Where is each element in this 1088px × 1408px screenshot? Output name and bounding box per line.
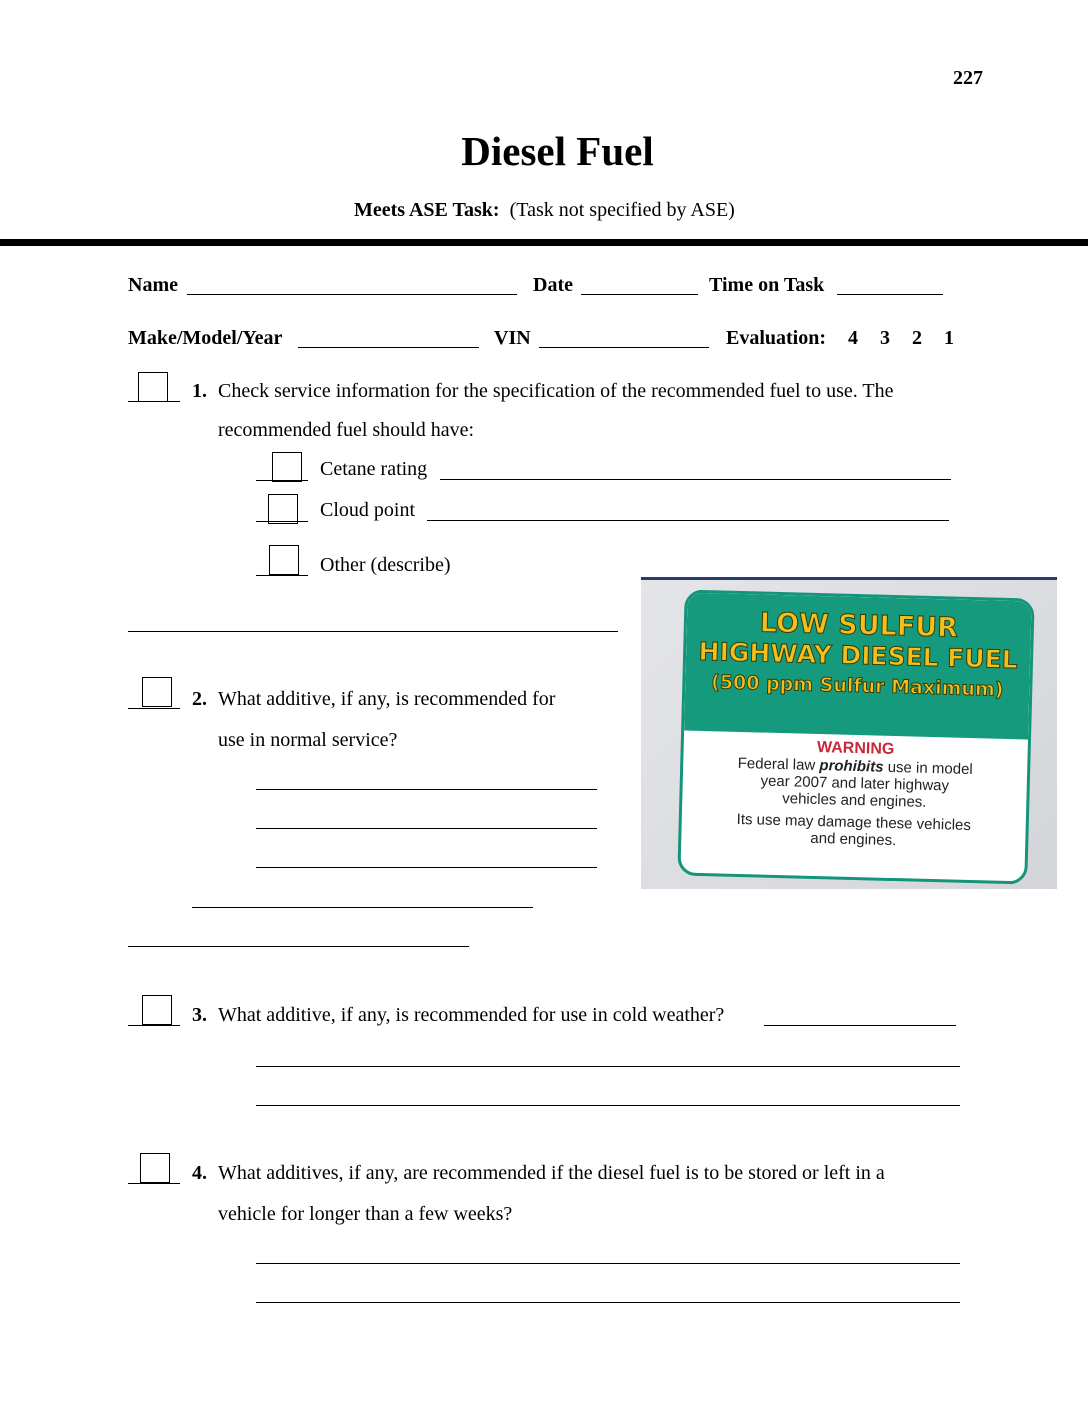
time-on-task-field[interactable] <box>837 294 943 295</box>
item-2-answer-line[interactable] <box>256 828 597 829</box>
sign-heading-2: HIGHWAY DIESEL FUEL <box>698 636 1019 675</box>
item-3-answer-line[interactable] <box>256 1066 960 1067</box>
item-4-check-line <box>128 1183 180 1184</box>
item-4-number: 4. <box>192 1162 207 1184</box>
sign-text-pre: Federal law <box>737 754 820 775</box>
sign-heading <box>684 593 1031 740</box>
sign-heading-3: (500 ppm Sulfur Maximum) <box>710 671 1004 701</box>
item-2-answer-line[interactable] <box>128 946 469 947</box>
evaluation-label: Evaluation: <box>726 327 827 349</box>
evaluation-score-3[interactable]: 3 <box>880 327 890 349</box>
cloud-point-check-line <box>256 521 308 522</box>
other-checkbox[interactable] <box>269 545 299 575</box>
make-model-year-label: Make/Model/Year <box>128 327 283 349</box>
item-4-text-2: vehicle for longer than a few weeks? <box>218 1203 513 1225</box>
fuel-sign <box>677 589 1034 884</box>
evaluation-score-1[interactable]: 1 <box>944 327 954 349</box>
item-1-number: 1. <box>192 380 207 402</box>
item-2-answer-line[interactable] <box>192 907 533 908</box>
name-field[interactable] <box>187 294 517 295</box>
item-2-text-2: use in normal service? <box>218 729 398 751</box>
evaluation-score-2[interactable]: 2 <box>912 327 922 349</box>
vin-label: VIN <box>494 327 531 349</box>
ase-task <box>354 198 735 222</box>
sign-text-line: vehicles and engines. <box>781 790 927 811</box>
date-field[interactable] <box>581 294 698 295</box>
item-2-checkbox[interactable] <box>142 677 172 707</box>
sign-warning: WARNING <box>816 738 895 759</box>
name-label: Name <box>128 274 178 296</box>
cetane-field[interactable] <box>440 479 951 480</box>
time-on-task-label: Time on Task <box>709 274 825 296</box>
sign-text-bold: prohibits <box>819 757 884 776</box>
item-3-checkbox[interactable] <box>142 995 172 1025</box>
item-3-number: 3. <box>192 1004 207 1026</box>
other-label: Other (describe) <box>320 554 451 576</box>
cetane-checkbox[interactable] <box>272 452 302 482</box>
item-1-text: Check service information for the specification of the recommended fuel to use. The <box>218 380 894 402</box>
sign-text2-line: and engines. <box>810 829 897 850</box>
item-2-text: What additive, if any, is recommended for <box>218 688 556 710</box>
other-field[interactable] <box>128 631 618 632</box>
sign-warning-text <box>681 734 1028 852</box>
item-3-text: What additive, if any, is recommended for use in cold weather? <box>218 1004 725 1026</box>
item-2-number: 2. <box>192 688 207 710</box>
cetane-check-line <box>256 480 308 481</box>
cloud-point-field[interactable] <box>427 520 949 521</box>
item-4-checkbox[interactable] <box>140 1153 170 1183</box>
item-1-check-line <box>128 401 180 402</box>
page-title: Diesel Fuel <box>461 128 654 174</box>
cetane-label: Cetane rating <box>320 458 428 480</box>
item-3-answer-line[interactable] <box>256 1105 960 1106</box>
sign-text-line: year 2007 and later highway <box>760 772 950 795</box>
sign-heading-1: LOW SULFUR <box>759 607 959 644</box>
ase-task-value: (Task not specified by ASE) <box>509 199 735 221</box>
item-3-answer-line[interactable] <box>764 1025 956 1026</box>
sign-text2-line: Its use may damage these vehicles <box>736 810 972 835</box>
cloud-point-label: Cloud point <box>320 499 416 521</box>
item-2-answer-line[interactable] <box>256 789 597 790</box>
item-2-answer-line[interactable] <box>256 867 597 868</box>
other-check-line <box>256 575 308 576</box>
item-4-answer-line[interactable] <box>256 1302 960 1303</box>
sign-text-post: use in model <box>883 758 973 779</box>
item-4-text: What additives, if any, are recommended if the diesel fuel is to be stored or left in a <box>218 1162 885 1184</box>
ase-task-label: Meets ASE Task: <box>354 199 500 221</box>
make-model-year-field[interactable] <box>298 347 479 348</box>
date-label: Date <box>533 274 573 296</box>
item-2-check-line <box>128 708 180 709</box>
vin-field[interactable] <box>539 347 709 348</box>
evaluation-score-4[interactable]: 4 <box>848 327 858 349</box>
cloud-point-checkbox[interactable] <box>268 494 298 524</box>
item-1-text-2: recommended fuel should have: <box>218 419 475 441</box>
item-4-answer-line[interactable] <box>256 1263 960 1264</box>
page-number: 227 <box>953 67 983 89</box>
item-1-checkbox[interactable] <box>138 372 168 402</box>
diesel-label-photo <box>641 577 1057 889</box>
item-3-check-line <box>128 1025 180 1026</box>
header-rule <box>0 239 1088 246</box>
